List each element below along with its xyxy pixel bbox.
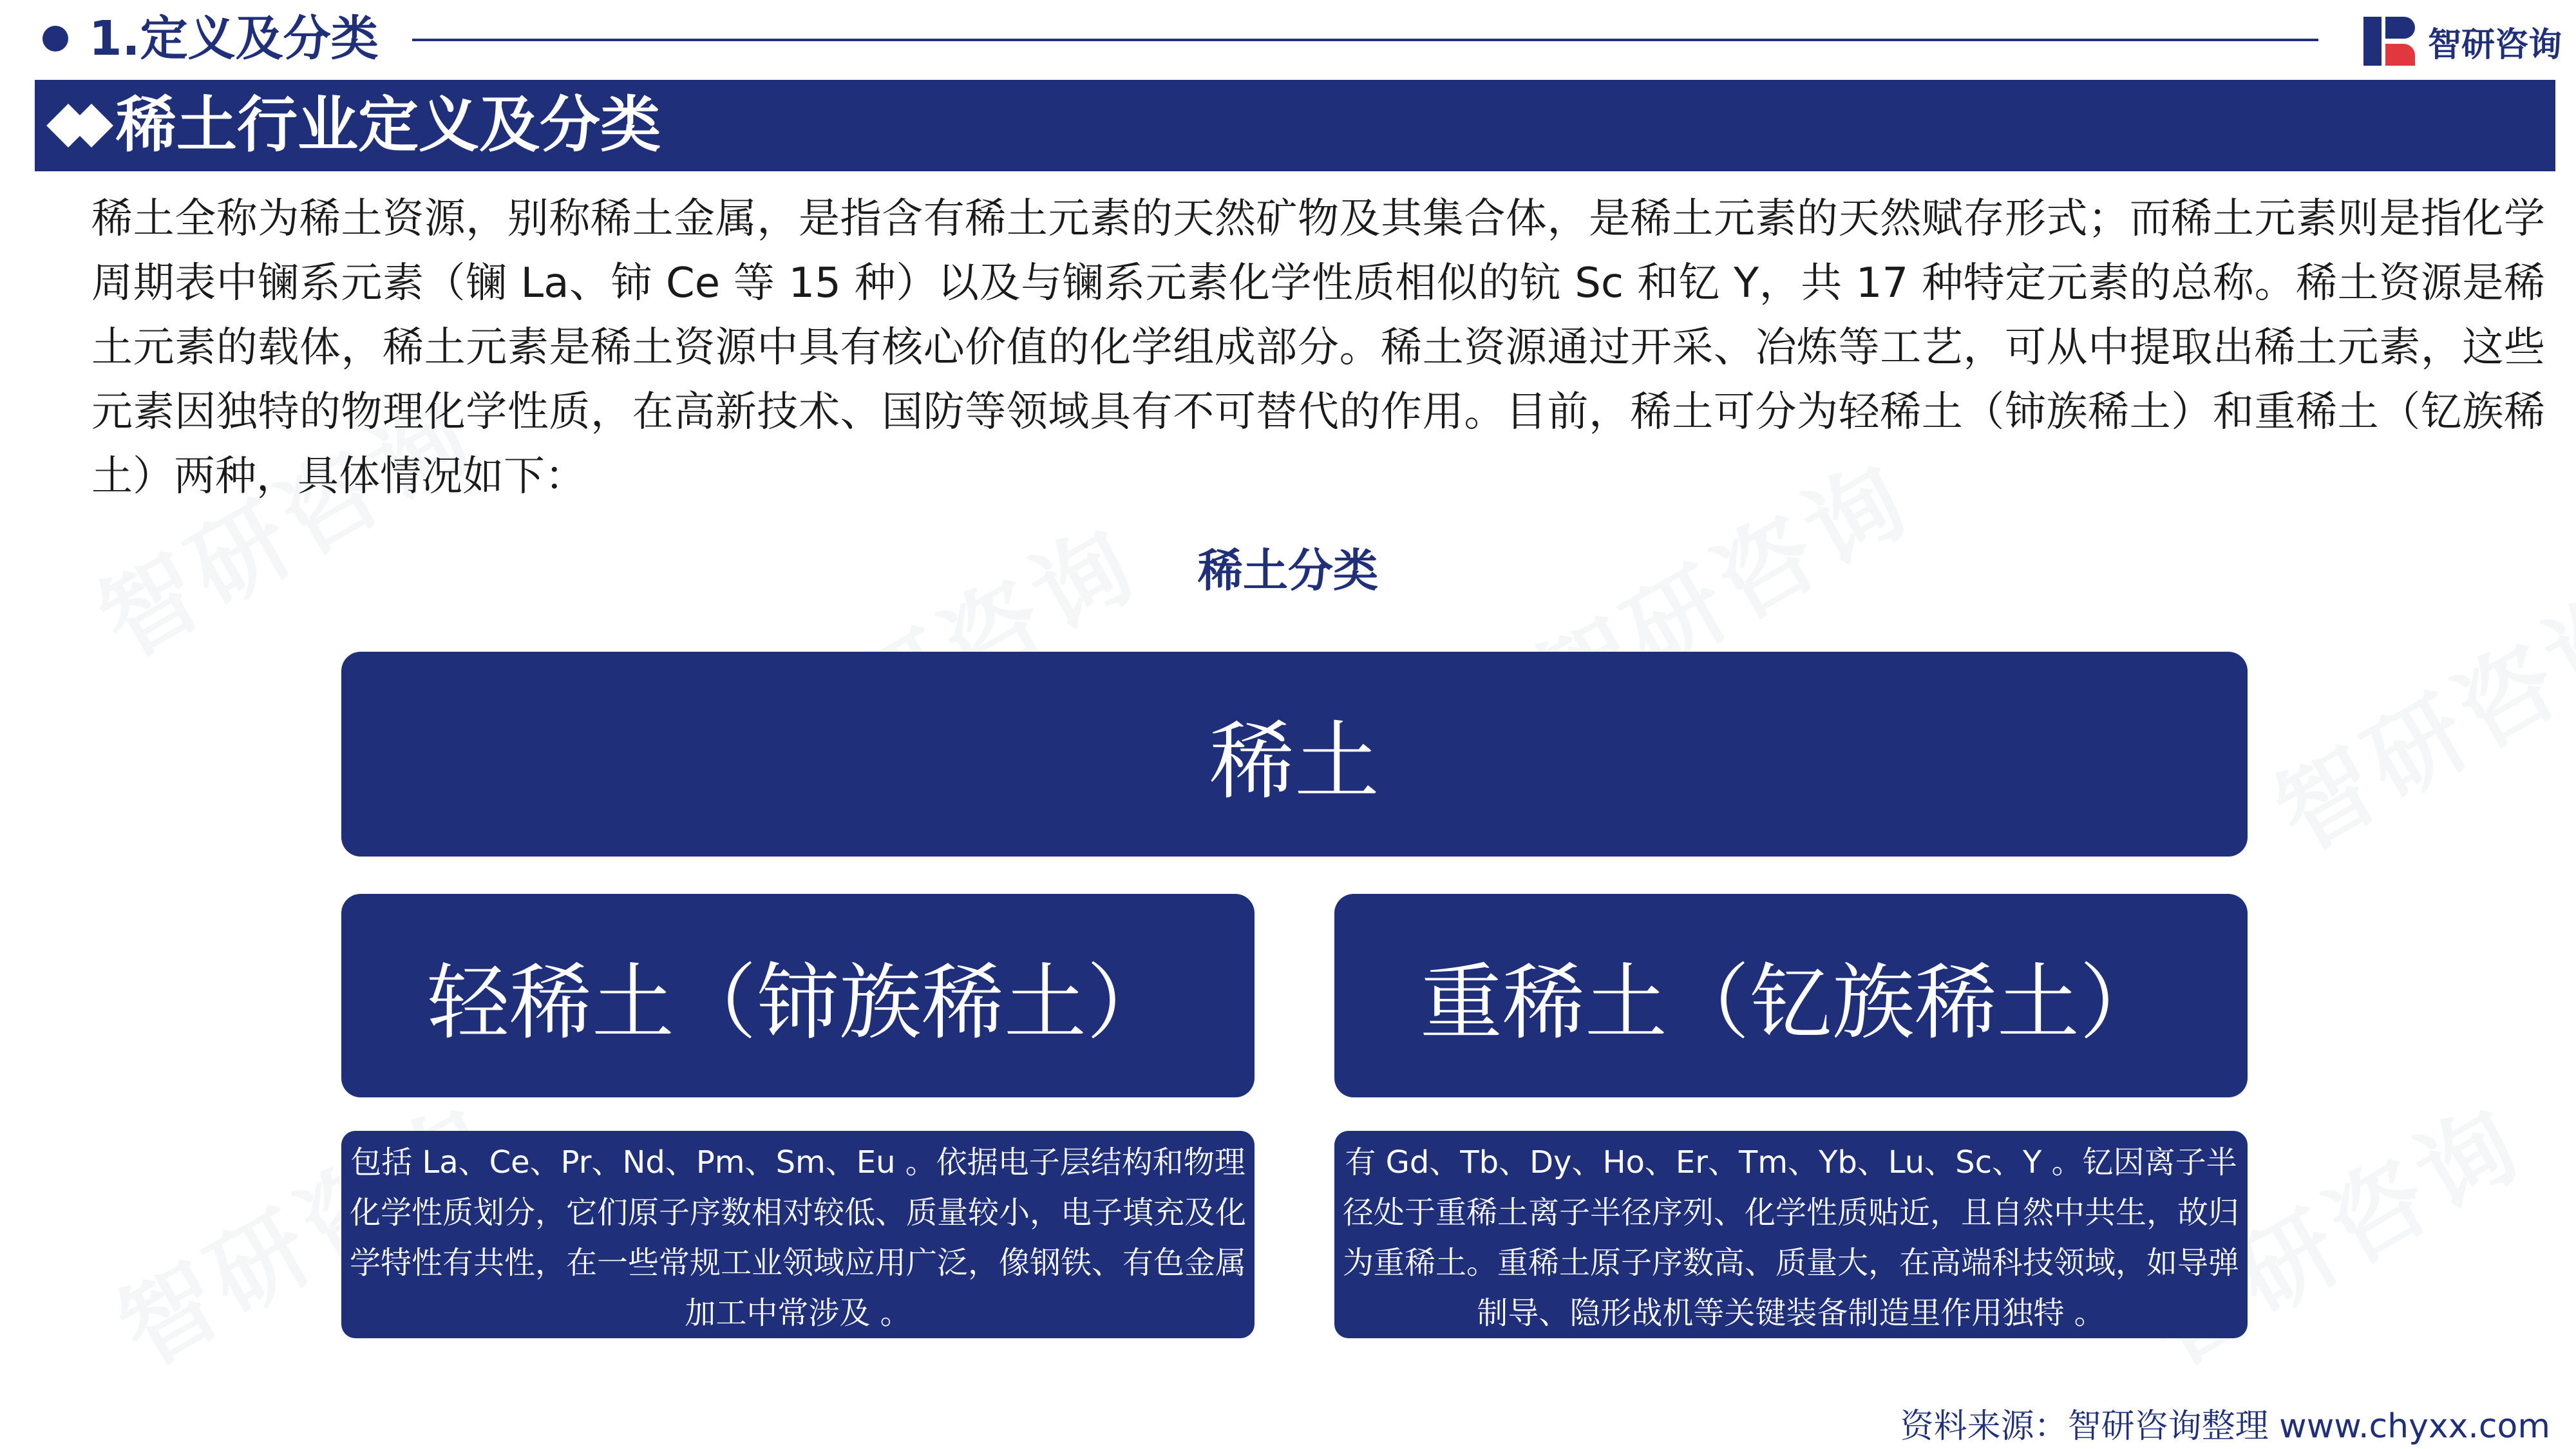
node-heavy-rare-earth [1334, 894, 2248, 1097]
brand-logo-icon [2363, 14, 2418, 68]
source-note: 资料来源：智研咨询整理 www.chyxx.com [1900, 1407, 2550, 1446]
brand [2363, 15, 2562, 67]
watermark [2247, 550, 2576, 876]
banner-title: 稀土行业定义及分类 [116, 90, 661, 160]
node-rare-earth-label: 稀土 [1209, 712, 1379, 811]
diagram-title: 稀土分类 [1198, 544, 1378, 597]
double-diamond-icon [50, 102, 108, 149]
heavy-description: 有 Gd、Tb、Dy、Ho、Er、Tm、Yb、Lu、Sc、Y 。钇因离子半径处于重稀土离子半径序列、化学性质贴近，且自然中共生，故归为重稀土。重稀土原子序数高、质量大，在高端科技领域，如导弹制导、隐形战机等关键装备制造里作用独特 。 [1334, 1131, 2248, 1338]
node-heavy-label: 重稀土（钇族稀土） [1419, 955, 2162, 1051]
light-description: 包括 La、Ce、Pr、Nd、Pm、Sm、Eu 。依据电子层结构和物理化学性质划分，它们原子序数相对较低、质量较小，电子填充及化学特性有共性，在一些常规工业领域应用广泛，像钢铁、有色金属加工中常涉及 。 [341, 1131, 1255, 1338]
section-bullet-icon [43, 26, 68, 52]
section-title: 1.定义及分类 [89, 11, 379, 66]
node-light-label: 轻稀土（铈族稀土） [426, 955, 1169, 1051]
header-divider [412, 39, 2318, 41]
brand-name: 智研咨询 [2428, 25, 2562, 64]
node-rare-earth [341, 652, 2248, 857]
node-light-rare-earth [341, 894, 1255, 1097]
intro-paragraph: 稀土全称为稀土资源，别称稀土金属，是指含有稀土元素的天然矿物及其集合体，是稀土元素的天然赋存形式；而稀土元素则是指化学周期表中镧系元素（镧 La、铈 Ce 等 15 种）以及与镧系元素化学性质相似的钪 Sc 和钇 Y，共 17 种特定元素的总称。稀土资源是稀土元素的载体，稀土元素是稀土资源中具有核心价值的化学组成部分。稀土资源通过开采、冶炼等工艺，可从中提取出稀土元素，这些元素因独特的物理化学性质，在高新技术、国防等领域具有不可替代的作用。目前，稀土可分为轻稀土（铈族稀土）和重稀土（钇族稀土）两种，具体情况如下： [91, 195, 2545, 500]
